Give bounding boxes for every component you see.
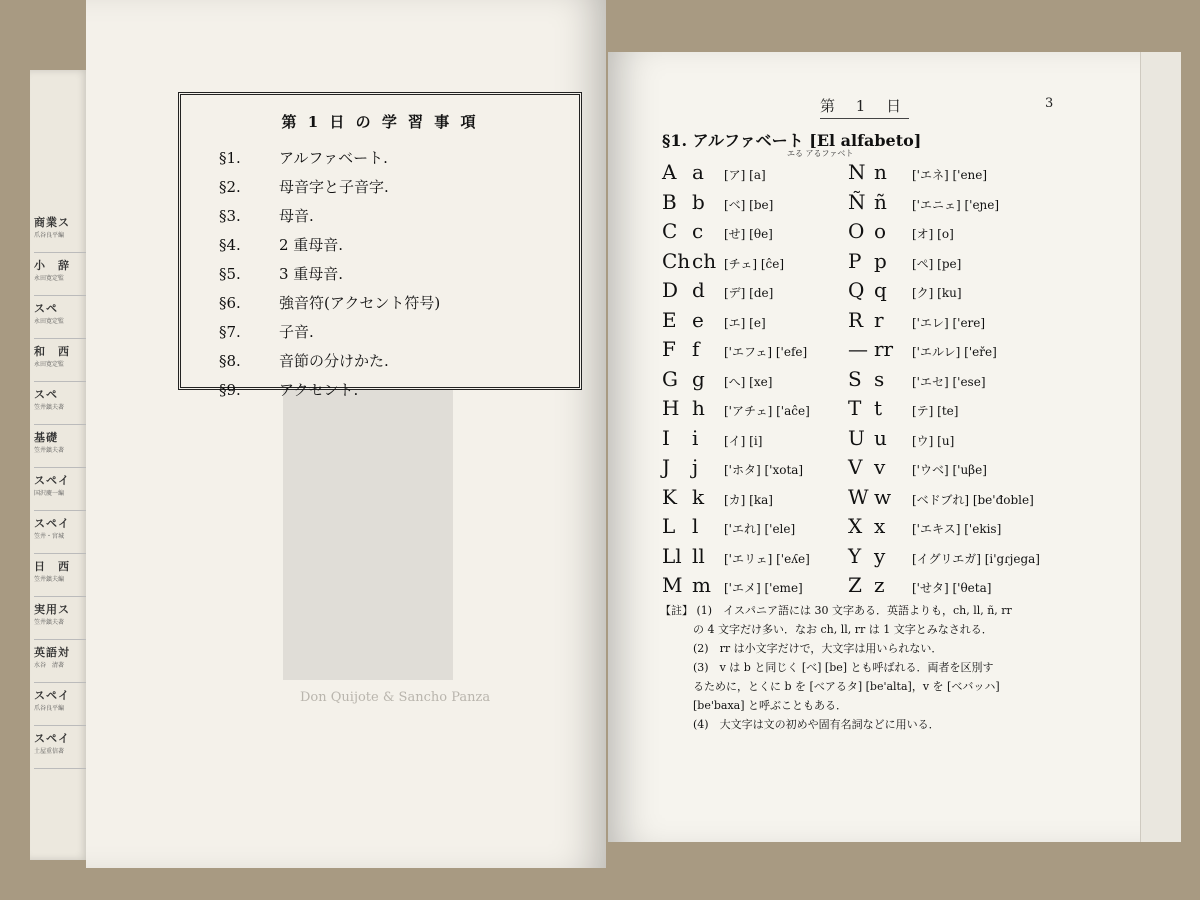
spine-title: スペイ	[34, 474, 70, 487]
page-edge	[1140, 52, 1181, 842]
lower-letter: h	[692, 396, 705, 420]
lower-letter: b	[692, 189, 705, 214]
lower-letter: u	[874, 425, 887, 450]
study-item-number: §6.	[219, 294, 241, 312]
lower-letter: m	[692, 573, 711, 597]
pronunciation: [テ] [te]	[912, 404, 959, 418]
upper-letter: I	[662, 425, 670, 450]
pronunciation: ['エネ] ['ene]	[912, 168, 988, 182]
spine-book	[34, 726, 86, 769]
upper-letter: Y	[848, 543, 862, 568]
study-item	[219, 321, 440, 350]
running-header: 第 1 日	[820, 95, 909, 119]
pronunciation: ['エリェ] ['eʎe]	[724, 551, 810, 566]
spine-title: スペイ	[34, 689, 70, 702]
upper-letter: P	[848, 248, 862, 273]
pronunciation: ['エキス] ['ekis]	[912, 522, 1002, 536]
study-items-box	[178, 92, 582, 399]
spine-book	[34, 253, 86, 296]
study-item-text: 2 重母音.	[279, 236, 344, 254]
note-line: の 4 文字だけ多い．なお ch, ll, rr は 1 文字とみなされる．	[660, 623, 993, 636]
study-item-number: §1.	[219, 149, 241, 167]
note-line: るために，とくに b を [べアるタ] [be'alta]，v を [べバッハ]	[660, 680, 1000, 693]
study-item	[219, 147, 440, 176]
lower-letter: ñ	[874, 189, 887, 214]
study-item-text: 強音符(アクセント符号)	[279, 294, 441, 312]
spine-author: 笠井鎮夫編	[34, 576, 65, 583]
spine-title: スペ	[34, 388, 58, 401]
upper-letter: S	[848, 366, 862, 391]
upper-letter: H	[662, 396, 680, 420]
pronunciation: ['ウベ] ['uβe]	[912, 463, 987, 477]
study-item-text: 子音.	[279, 323, 314, 341]
notes-block	[660, 601, 1100, 734]
upper-letter: J	[662, 455, 671, 479]
spine-title: 実用ス	[34, 603, 70, 616]
study-item-text: 3 重母音.	[279, 265, 344, 283]
lower-letter: n	[874, 160, 887, 184]
study-items-list	[219, 147, 440, 408]
pronunciation: ['エれ] ['ele]	[724, 522, 796, 536]
pronunciation: [オ] [o]	[912, 227, 954, 241]
spine-author: 笠井鎮夫著	[34, 404, 65, 411]
lower-letter: v	[874, 455, 886, 479]
study-item	[219, 234, 440, 263]
pronunciation: [チェ] [ĉe]	[724, 256, 785, 271]
pronunciation: [エ] [e]	[724, 315, 766, 330]
spine-author: 永田寛定監	[34, 318, 65, 325]
spine-title: スペ	[34, 302, 58, 315]
spine-book	[34, 683, 86, 726]
spine-title: 小 辞	[34, 259, 70, 272]
upper-letter: V	[848, 455, 863, 479]
lower-letter: e	[692, 307, 704, 332]
study-item-number: §9.	[219, 381, 241, 399]
upper-letter: Ll	[662, 543, 682, 568]
study-item-text: 母音字と子音字.	[279, 178, 389, 196]
upper-letter: Z	[848, 573, 862, 597]
spine-book	[34, 640, 86, 683]
upper-letter: R	[848, 307, 864, 332]
upper-letter: N	[848, 160, 866, 184]
lower-letter: o	[874, 219, 887, 243]
upper-letter: Q	[848, 278, 865, 302]
box-title: 第 1 日 の 学 習 事 項	[281, 113, 479, 131]
pronunciation: ['エセ] ['ese]	[912, 374, 986, 389]
page-number: 3	[1045, 96, 1054, 111]
study-item-number: §5.	[219, 265, 241, 283]
lower-letter: s	[874, 366, 885, 391]
lower-letter: r	[874, 307, 884, 332]
spine-title: 和 西	[34, 345, 70, 358]
lower-letter: ll	[692, 543, 705, 568]
upper-letter: W	[848, 484, 869, 509]
spine-title: スペイ	[34, 732, 70, 745]
spine-book	[34, 511, 86, 554]
study-item-text: アルファベート.	[279, 149, 388, 167]
spine-author: 笠井・宮城	[34, 533, 65, 540]
spine-author: 永田寛定監	[34, 361, 65, 368]
spine-book	[34, 468, 86, 511]
note-line: (2) rr は小文字だけで，大文字は用いられない．	[660, 642, 943, 655]
pronunciation: [ア] [a]	[724, 168, 766, 182]
upper-letter: O	[848, 219, 865, 243]
spine-book	[34, 382, 86, 425]
spine-list	[34, 210, 86, 769]
study-item	[219, 350, 440, 379]
upper-letter: F	[662, 337, 676, 361]
upper-letter: K	[662, 484, 677, 509]
pronunciation: [カ] [ka]	[724, 492, 773, 507]
bleed-through-caption: Don Quijote & Sancho Panza	[300, 690, 491, 705]
lower-letter: c	[692, 219, 704, 243]
pronunciation: [ウ] [u]	[912, 433, 955, 448]
upper-letter: X	[848, 514, 863, 538]
pronunciation: [せ] [θe]	[724, 227, 773, 241]
upper-letter: D	[662, 278, 679, 302]
lower-letter: d	[692, 278, 705, 302]
study-item	[219, 263, 440, 292]
spine-title: 英語対	[34, 646, 70, 659]
upper-letter: Ch	[662, 248, 691, 273]
pronunciation: [イグリエガ] [i'gɾjega]	[912, 551, 1040, 566]
study-item-number: §2.	[219, 178, 241, 196]
upper-letter: B	[662, 189, 677, 214]
lower-letter: ch	[692, 248, 717, 273]
spine-author: 水谷 清著	[34, 662, 65, 669]
upper-letter: C	[662, 219, 678, 243]
lower-letter: t	[874, 396, 883, 420]
spine-title: 基礎	[34, 431, 58, 444]
study-item-text: アクセント.	[279, 381, 359, 399]
lower-letter: i	[692, 425, 699, 450]
spine-author: 笠井鎮夫著	[34, 447, 65, 454]
lower-letter: f	[692, 337, 700, 361]
spine-author: 爪谷良平編	[34, 705, 65, 712]
study-item	[219, 205, 440, 234]
bleed-through-image	[283, 380, 453, 680]
section-ruby: エる アるファベト	[787, 149, 854, 158]
spine-author: 国沢慶一編	[34, 490, 65, 497]
pronunciation: ['エニェ] ['eɲe]	[912, 197, 1000, 212]
upper-letter: A	[662, 160, 677, 184]
note-line: 【註】 (1) イスパニア語には 30 文字ある．英語よりも，ch, ll, ñ, rr	[660, 604, 1012, 617]
note-line: [be'baxa] と呼ぶこともある．	[660, 699, 848, 712]
spine-author: 笠井鎮夫著	[34, 619, 65, 626]
pronunciation: ['せタ] ['θeta]	[912, 581, 992, 595]
lower-letter: y	[874, 543, 886, 568]
lower-letter: a	[692, 160, 704, 184]
lower-letter: z	[874, 573, 885, 597]
study-item-number: §4.	[219, 236, 241, 254]
pronunciation: [ク] [ku]	[912, 286, 962, 300]
spine-book	[34, 296, 86, 339]
pronunciation: [へ] [xe]	[724, 374, 773, 389]
pronunciation: [ベ] [be]	[724, 197, 774, 212]
spine-author: 爪谷良平編	[34, 232, 65, 239]
lower-letter: p	[874, 248, 887, 273]
study-item	[219, 292, 440, 321]
lower-letter: g	[692, 366, 705, 391]
lower-letter: q	[874, 278, 887, 302]
study-item-text: 音節の分けかた.	[279, 352, 389, 370]
study-item-text: 母音.	[279, 207, 314, 225]
lower-letter: j	[692, 455, 699, 479]
pronunciation: ['エフェ] ['efe]	[724, 345, 808, 359]
spine-title: 商業ス	[34, 216, 70, 229]
pronunciation: ['エルレ] ['eře]	[912, 345, 997, 359]
upper-letter: —	[848, 337, 868, 361]
upper-letter: E	[662, 307, 677, 332]
spine-author: 土屋重信著	[34, 748, 65, 755]
spine-book	[34, 554, 86, 597]
lower-letter: x	[874, 514, 886, 538]
upper-letter: M	[662, 573, 683, 597]
pronunciation: ['エメ] ['eme]	[724, 581, 803, 595]
lower-letter: k	[692, 484, 705, 509]
lower-letter: rr	[874, 337, 894, 361]
study-item-number: §8.	[219, 352, 241, 370]
pronunciation: ['ホタ] ['xota]	[724, 463, 804, 477]
lower-letter: w	[874, 484, 892, 509]
spine-title: 日 西	[34, 560, 70, 573]
study-item	[219, 379, 440, 408]
spine-book	[34, 425, 86, 468]
spine-author: 永田寛定監	[34, 275, 65, 282]
study-item-number: §7.	[219, 323, 241, 341]
lower-letter: l	[692, 514, 699, 538]
upper-letter: L	[662, 514, 676, 538]
pronunciation: [デ] [de]	[724, 286, 774, 300]
spine-book	[34, 597, 86, 640]
pronunciation: ['アチェ] ['aĉe]	[724, 404, 810, 418]
pronunciation: [ベドブれ] [be'đoble]	[912, 492, 1034, 507]
note-line: (4) 大文字は文の初めや固有名詞などに用いる．	[660, 718, 940, 731]
spine-title: スペイ	[34, 517, 70, 530]
section-title: §1. アルファベート [El alfabeto]	[662, 131, 922, 150]
study-item	[219, 176, 440, 205]
pronunciation: [イ] [i]	[724, 433, 763, 448]
upper-letter: T	[848, 396, 862, 420]
upper-letter: Ñ	[848, 189, 866, 214]
spine-book	[34, 210, 86, 253]
upper-letter: U	[848, 425, 865, 450]
study-item-number: §3.	[219, 207, 241, 225]
pronunciation: ['エレ] ['ere]	[912, 315, 986, 330]
upper-letter: G	[662, 366, 678, 391]
spine-book	[34, 339, 86, 382]
pronunciation: [ペ] [pe]	[912, 256, 962, 271]
note-line: (3) v は b と同じく [べ] [be] とも呼ばれる．両者を区別す	[660, 661, 994, 674]
